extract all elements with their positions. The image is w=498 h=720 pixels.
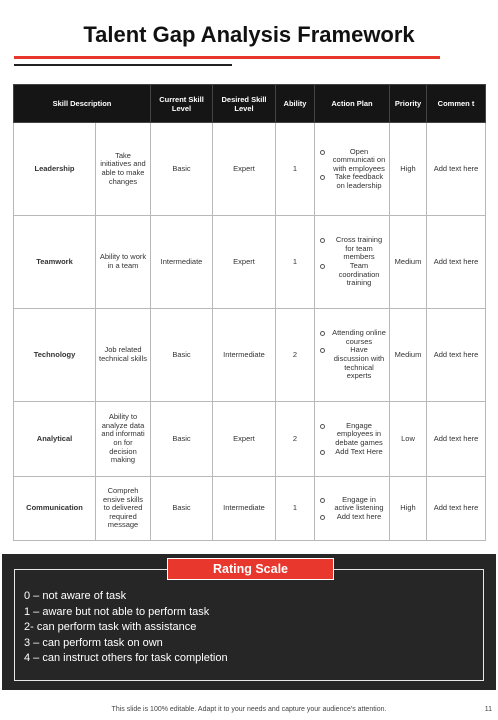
header-skill-description: Skill Description xyxy=(14,85,151,123)
title-underline-dark xyxy=(14,64,232,66)
priority-value: High xyxy=(390,477,427,541)
action-plan xyxy=(315,123,390,216)
comment-cell: Add text here xyxy=(427,402,486,477)
action-item: Add Text Here xyxy=(318,448,386,457)
comment-cell: Add text here xyxy=(427,477,486,541)
current-level: Basic xyxy=(151,123,213,216)
page-title: Talent Gap Analysis Framework xyxy=(83,22,415,47)
desired-level: Intermediate xyxy=(213,309,276,402)
priority-value: Medium xyxy=(390,309,427,402)
action-item: Cross training for team members xyxy=(318,236,386,262)
rating-item: 1 – aware but not able to perform task xyxy=(24,605,210,618)
desired-level: Intermediate xyxy=(213,477,276,541)
footer-note: This slide is 100% editable. Adapt it to your needs and capture your audience's attention. xyxy=(111,706,387,713)
ability-value: 2 xyxy=(276,402,315,477)
rating-scale-title: Rating Scale xyxy=(167,558,334,580)
table-row xyxy=(14,309,486,402)
action-item: Add text here xyxy=(318,513,386,522)
header-action-plan: Action Plan xyxy=(315,85,390,123)
title-underline-red xyxy=(14,56,440,59)
page-number: 11 xyxy=(484,706,492,713)
skills-table xyxy=(13,84,486,541)
skill-name: Analytical xyxy=(14,402,96,477)
table-row xyxy=(14,123,486,216)
ability-value: 1 xyxy=(276,216,315,309)
action-item: Take feedback on leadership xyxy=(318,173,386,190)
rating-scale-panel xyxy=(2,554,496,690)
header-ability: Ability xyxy=(276,85,315,123)
current-level: Basic xyxy=(151,477,213,541)
action-item: Engage employees in debate games xyxy=(318,422,386,448)
action-item: Attending online courses xyxy=(318,329,386,346)
skill-description: Take initiatives and able to make changes xyxy=(96,123,151,216)
comment-cell: Add text here xyxy=(427,123,486,216)
table-header-row xyxy=(14,85,486,123)
skill-name: Leadership xyxy=(14,123,96,216)
action-item: Open communicati on with employees xyxy=(318,148,386,174)
action-plan xyxy=(315,402,390,477)
ability-value: 1 xyxy=(276,477,315,541)
priority-value: Medium xyxy=(390,216,427,309)
comment-cell: Add text here xyxy=(427,216,486,309)
action-item: Engage in active listening xyxy=(318,496,386,513)
skill-name: Technology xyxy=(14,309,96,402)
ability-value: 1 xyxy=(276,123,315,216)
priority-value: Low xyxy=(390,402,427,477)
desired-level: Expert xyxy=(213,402,276,477)
skill-description: Ability to analyze data and informati on for decision making xyxy=(96,402,151,477)
current-level: Basic xyxy=(151,309,213,402)
header-current-skill-level: Current Skill Level xyxy=(151,85,213,123)
action-item: Have discussion with technical experts xyxy=(318,346,386,380)
skill-description: Job related technical skills xyxy=(96,309,151,402)
rating-item: 3 – can perform task on own xyxy=(24,636,163,649)
priority-value: High xyxy=(390,123,427,216)
skill-description: Ability to work in a team xyxy=(96,216,151,309)
rating-scale-list xyxy=(24,589,228,667)
header-desired-skill-level: Desired Skill Level xyxy=(213,85,276,123)
header-priority: Priority xyxy=(390,85,427,123)
comment-cell: Add text here xyxy=(427,309,486,402)
action-plan xyxy=(315,309,390,402)
action-item: Team coordination training xyxy=(318,262,386,288)
rating-item: 0 – not aware of task xyxy=(24,590,127,602)
skill-name: Communication xyxy=(14,477,96,541)
current-level: Basic xyxy=(151,402,213,477)
ability-value: 2 xyxy=(276,309,315,402)
table-row xyxy=(14,402,486,477)
action-plan xyxy=(315,216,390,309)
rating-item: 4 – can instruct others for task completion xyxy=(24,652,228,664)
table-row xyxy=(14,216,486,309)
action-plan xyxy=(315,477,390,541)
header-comment: Commen t xyxy=(427,85,486,123)
desired-level: Expert xyxy=(213,216,276,309)
rating-item: 2- can perform task with assistance xyxy=(24,621,197,633)
current-level: Intermediate xyxy=(151,216,213,309)
desired-level: Expert xyxy=(213,123,276,216)
skill-name: Teamwork xyxy=(14,216,96,309)
skill-description: Compreh ensive skills to delivered required message xyxy=(96,477,151,541)
table-row xyxy=(14,477,486,541)
